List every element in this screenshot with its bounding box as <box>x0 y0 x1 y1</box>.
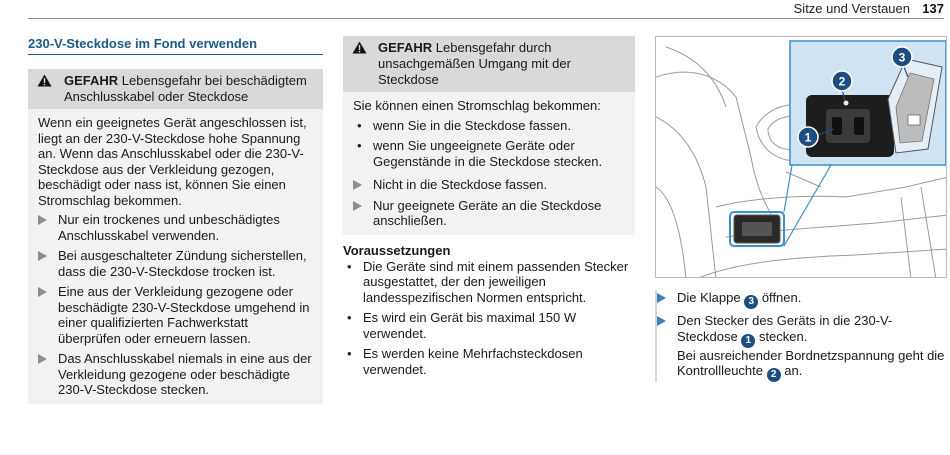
action-item: Bei ausgeschalteter Zündung sicherstellen, dass die 230-V-Steckdose trocken ist. <box>38 248 313 279</box>
callout-3 <box>892 47 912 67</box>
action-item: Nur ein trockenes und unbeschädigtes Anschlusskabel verwenden. <box>38 212 313 243</box>
danger-box-socket <box>343 36 635 235</box>
danger-title: Lebensgefahr bei beschädigtem Anschlusskabel oder Steckdose <box>64 73 307 104</box>
action-item: Das Anschlusskabel niemals in eine aus der Verkleidung gezogene oder beschädigte 230-V-Steckdose stecken. <box>38 351 313 398</box>
callout-2 <box>832 71 852 91</box>
instruction-steps <box>655 290 947 382</box>
callout-badge: 2 <box>767 368 781 382</box>
danger-label: GEFAHR <box>378 40 433 55</box>
warning-triangle-icon <box>352 41 367 54</box>
danger-label: GEFAHR <box>64 73 119 88</box>
right-column <box>655 36 947 382</box>
action-item: Nur geeignete Geräte an die Steckdose anschließen. <box>353 198 625 229</box>
arrow-icon <box>38 354 47 364</box>
svg-text:1: 1 <box>804 130 812 145</box>
arrow-icon <box>657 293 666 303</box>
arrow-icon <box>657 316 666 326</box>
requirements-heading: Voraussetzungen <box>343 242 451 258</box>
bullet-item: • wenn Sie in die Steckdose fassen. <box>357 117 572 133</box>
svg-text:3: 3 <box>898 50 906 65</box>
danger-body <box>343 92 635 235</box>
arrow-icon <box>38 251 47 261</box>
page-number: 137 <box>922 1 944 16</box>
arrow-icon <box>353 201 362 211</box>
bullet-item: • wenn Sie ungeeignete Geräte oder Gegenstände in die Steckdose stecken. <box>357 138 603 169</box>
arrow-icon <box>38 215 47 225</box>
step-open-flap: Die Klappe 3 öffnen. <box>657 290 947 309</box>
socket-illustration <box>655 36 947 278</box>
svg-text:2: 2 <box>838 74 846 89</box>
middle-column <box>343 36 635 382</box>
danger-header <box>343 36 635 92</box>
danger-intro: Sie können einen Stromschlag bekommen: <box>353 98 601 113</box>
arrow-icon <box>353 180 362 190</box>
callout-badge: 3 <box>744 295 758 309</box>
requirement-item: • Die Geräte sind mit einem passenden Stecker ausgestattet, der den jeweiligen landesspezifischen Normen entspricht. <box>347 258 629 305</box>
left-column <box>28 36 323 404</box>
requirement-item: • Es werden keine Mehrfachsteckdosen verwendet. <box>347 346 583 377</box>
header-title: Sitze und Verstauen <box>793 1 910 16</box>
console-drawing <box>656 37 947 278</box>
step-insert-plug: Den Stecker des Geräts in die 230-V-Steckdose 1 stecken. Bei ausreichender Bordnetzspannung geht die Kontrollleuchte 2 an. <box>657 313 947 382</box>
danger-title: Lebensgefahr durch unsachgemäßen Umgang mit der Steckdose <box>378 40 571 87</box>
page-header <box>0 0 950 18</box>
header-rule <box>28 18 944 19</box>
danger-body <box>28 109 323 404</box>
callout-badge: 1 <box>741 334 755 348</box>
requirement-item: • Es wird ein Gerät bis maximal 150 W verwendet. <box>347 310 577 341</box>
warning-triangle-icon <box>37 74 52 87</box>
action-item: Nicht in die Steckdose fassen. <box>353 177 625 193</box>
section-heading: 230-V-Steckdose im Fond verwenden <box>28 36 323 55</box>
arrow-icon <box>38 287 47 297</box>
action-item: Eine aus der Verkleidung gezogene oder beschädigte 230-V-Steckdose umgehend in einer qualifizierten Fachwerkstatt überprüfen oder erneuern lassen. <box>38 284 313 346</box>
danger-header <box>28 69 323 109</box>
callout-1 <box>798 127 818 147</box>
danger-box-cable <box>28 69 323 404</box>
danger-text: Wenn ein geeignetes Gerät angeschlossen ist, liegt an der 230-V-Steckdose hohe Spannung an. Wenn das Anschlusskabel oder die 230-V-Steckdose aus der Verkleidung gezogen, beschädigt oder nass ist, können Sie einen Stromschlag bekommen. <box>38 115 307 208</box>
